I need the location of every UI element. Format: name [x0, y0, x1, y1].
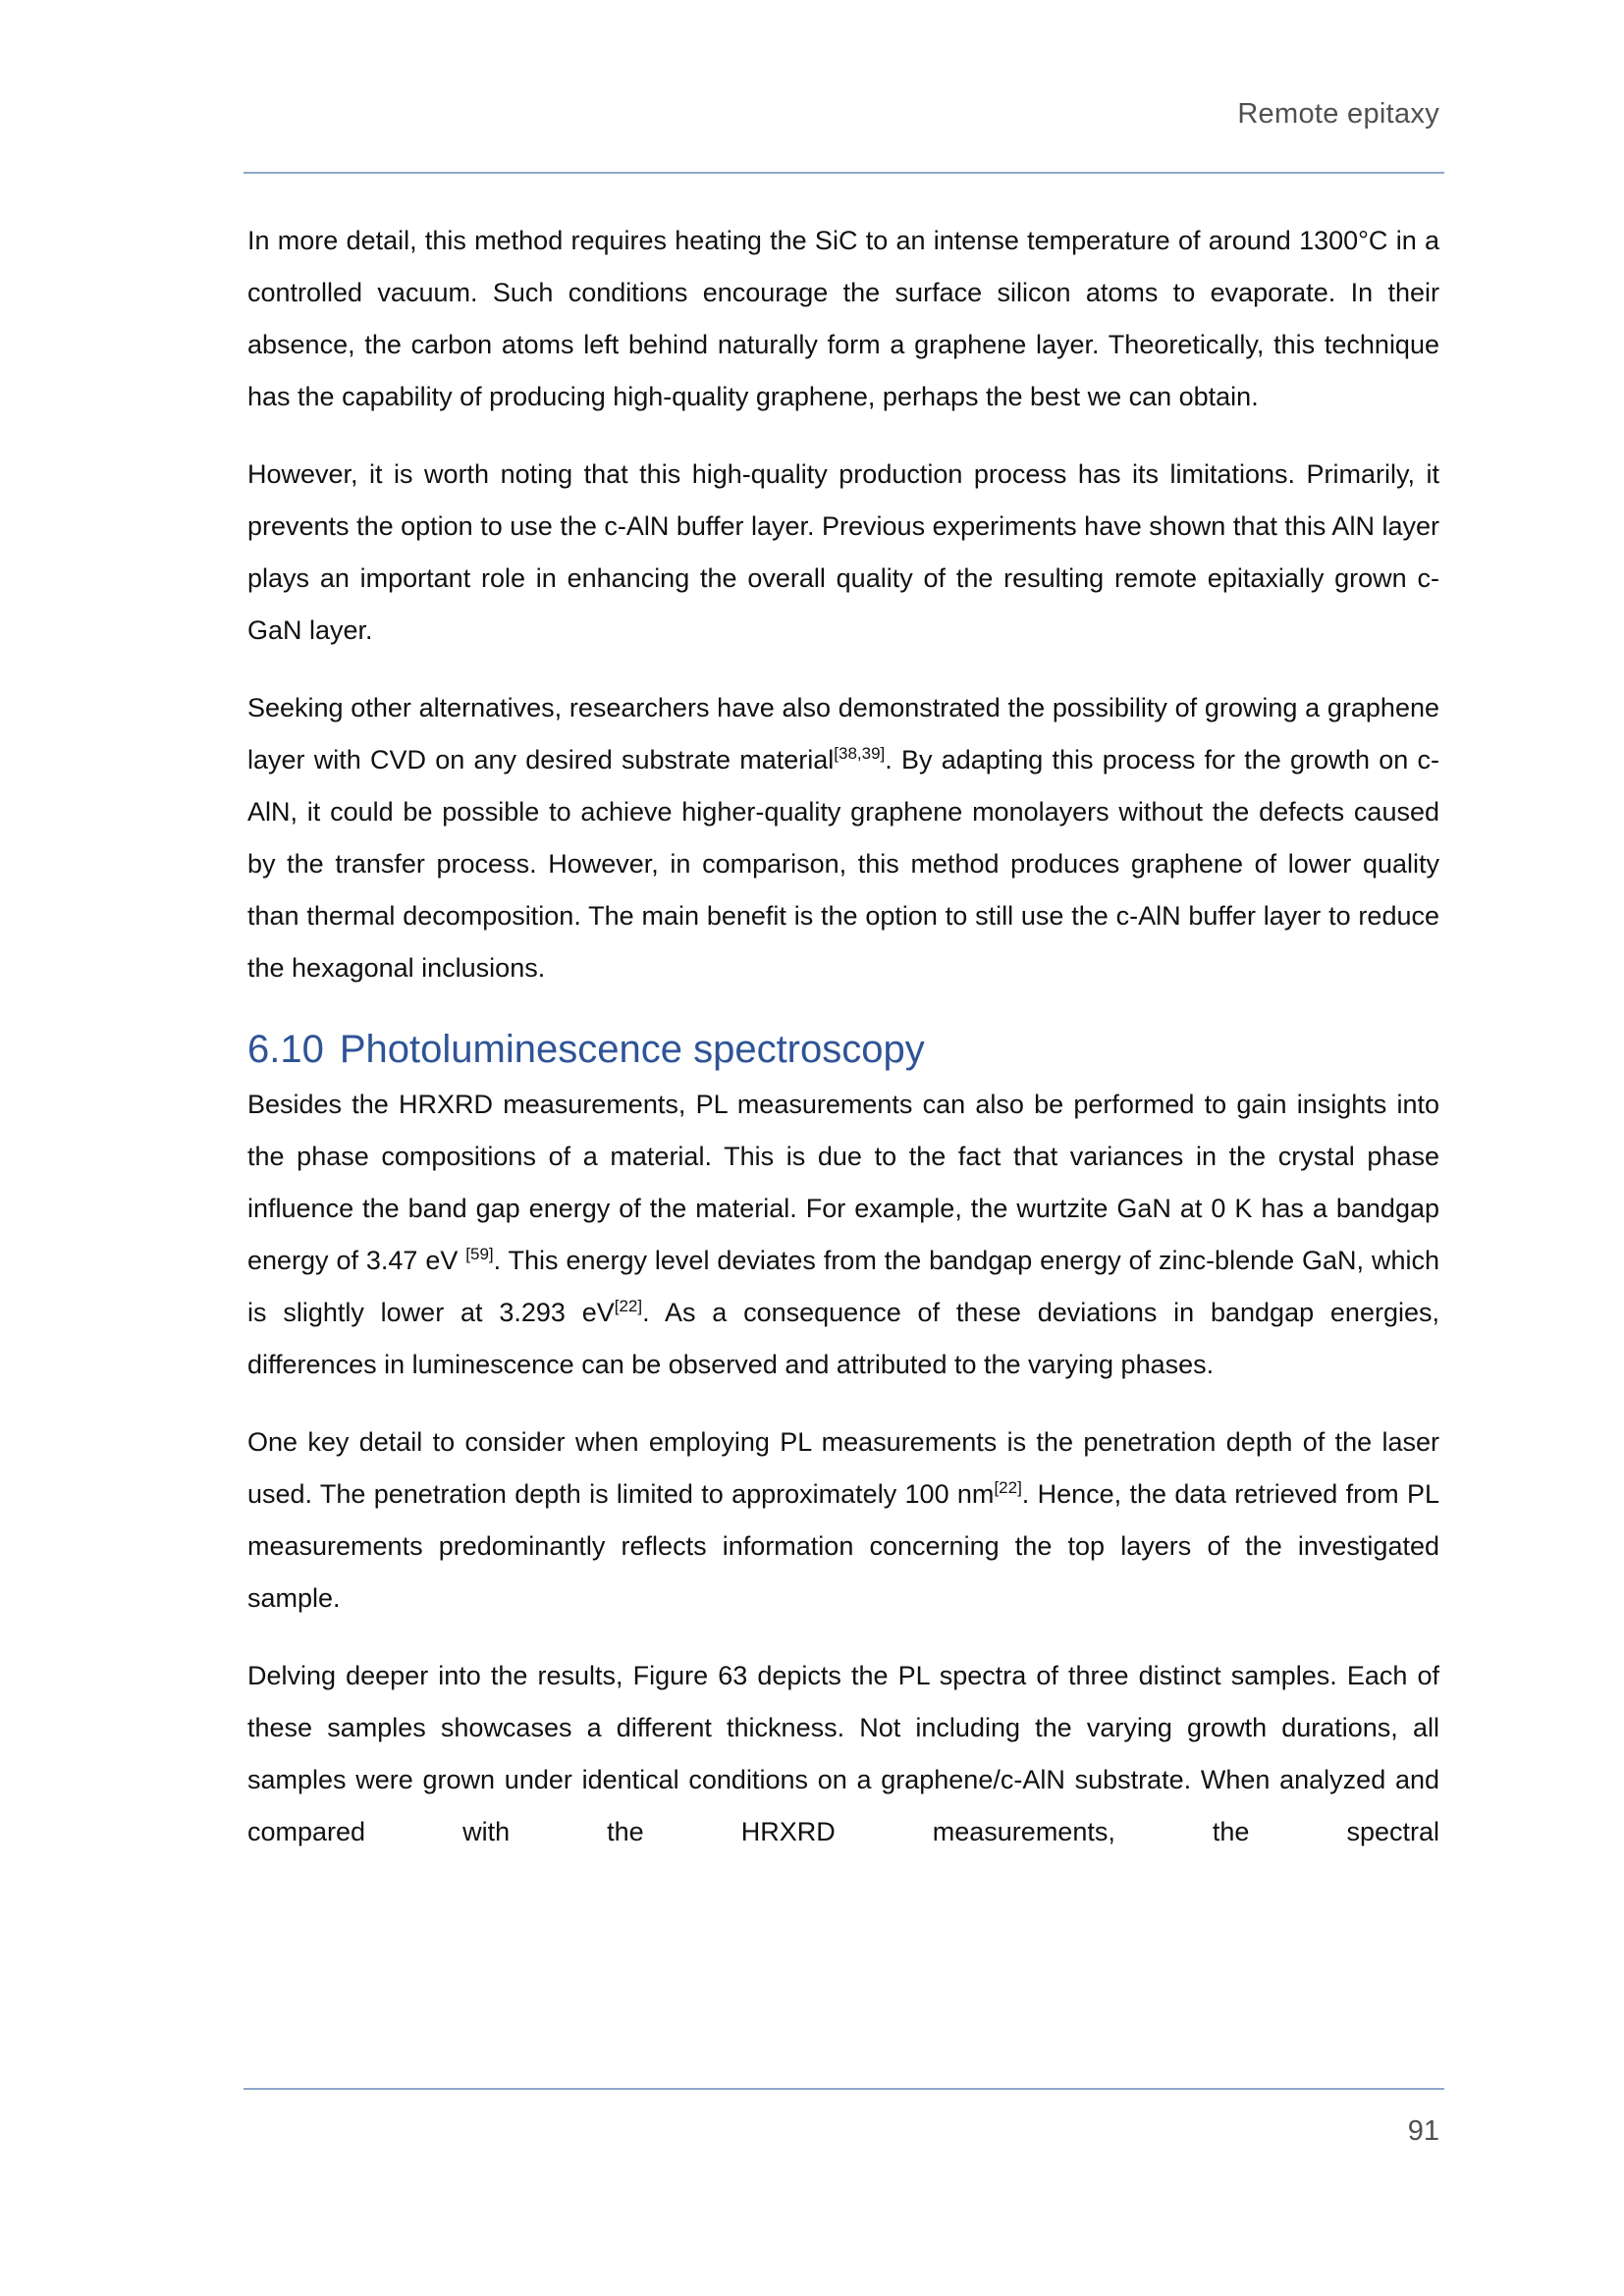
- paragraph: [247, 1650, 1439, 1858]
- text: . This energy level deviates from the bandgap energy of zinc-blende GaN, which is slightly lower at 3.293 eV: [247, 1246, 1439, 1327]
- page-body: [247, 215, 1439, 1884]
- citation: [22]: [994, 1478, 1022, 1497]
- text: . As a consequence of these deviations in bandgap energies, differences in luminescence can be observed and attributed to the varying phases.: [247, 1298, 1439, 1379]
- citation: [59]: [465, 1245, 494, 1263]
- text: One key detail to consider when employing PL measurements is the penetration depth of the laser used. The penetration depth is limited to approximately 100 nm: [247, 1427, 1439, 1509]
- text: However, it is worth noting that this high-quality production process has its limitations. Primarily, it prevents the option to use the c-AlN buffer layer. Previous experiments have shown that this AlN layer plays an important role in enhancing the overall quality of the resulting remote epitaxially grown c-GaN layer.: [247, 459, 1439, 645]
- paragraph: [247, 682, 1439, 994]
- paragraph: [247, 1416, 1439, 1625]
- text: Besides the HRXRD measurements, PL measurements can also be performed to gain insights into the phase compositions of a material. This is due to the fact that variances in the crystal phase influence the band gap energy of the material. For example, the wurtzite GaN at 0 K has a bandgap energy of 3.47 eV: [247, 1090, 1439, 1275]
- page-number: 91: [1407, 2115, 1439, 2147]
- section-heading: [247, 1020, 1439, 1079]
- text: Seeking other alternatives, researchers have also demonstrated the possibility of growing a graphene layer with CVD on any desired substrate material: [247, 693, 1439, 774]
- paragraph: [247, 1079, 1439, 1391]
- text: Delving deeper into the results, Figure 63 depicts the PL spectra of three distinct samples. Each of these samples showcases a different thickness. Not including the varying growth durations, all samples were grown under identical conditions on a graphene/c-AlN substrate. When analyzed and compared with the HRXRD measurements, the spectral: [247, 1661, 1439, 1846]
- paragraph: [247, 215, 1439, 423]
- section-title: Photoluminescence spectroscopy: [339, 1028, 925, 1071]
- section-number: 6.10: [247, 1028, 324, 1071]
- footer-rule: [244, 2088, 1444, 2090]
- paragraph: [247, 449, 1439, 657]
- text: . By adapting this process for the growth on c-AlN, it could be possible to achieve higher-quality graphene monolayers without the defects caused by the transfer process. However, in comparison, this method produces graphene of lower quality than thermal decomposition. The main benefit is the option to still use the c-AlN buffer layer to reduce the hexagonal inclusions.: [247, 745, 1440, 983]
- running-header-title: Remote epitaxy: [1237, 98, 1439, 130]
- citation: [38,39]: [834, 744, 886, 763]
- text: In more detail, this method requires heating the SiC to an intense temperature of around 1300°C in a controlled vacuum. Such conditions encourage the surface silicon atoms to evaporate. In their absence, the carbon atoms left behind naturally form a graphene layer. Theoretically, this technique has the capability of producing high-quality graphene, perhaps the best we can obtain.: [247, 226, 1439, 411]
- header-rule: [244, 172, 1444, 174]
- text: . Hence, the data retrieved from PL measurements predominantly reflects information concerning the top layers of the investigated sample.: [247, 1479, 1439, 1613]
- citation: [22]: [614, 1297, 643, 1315]
